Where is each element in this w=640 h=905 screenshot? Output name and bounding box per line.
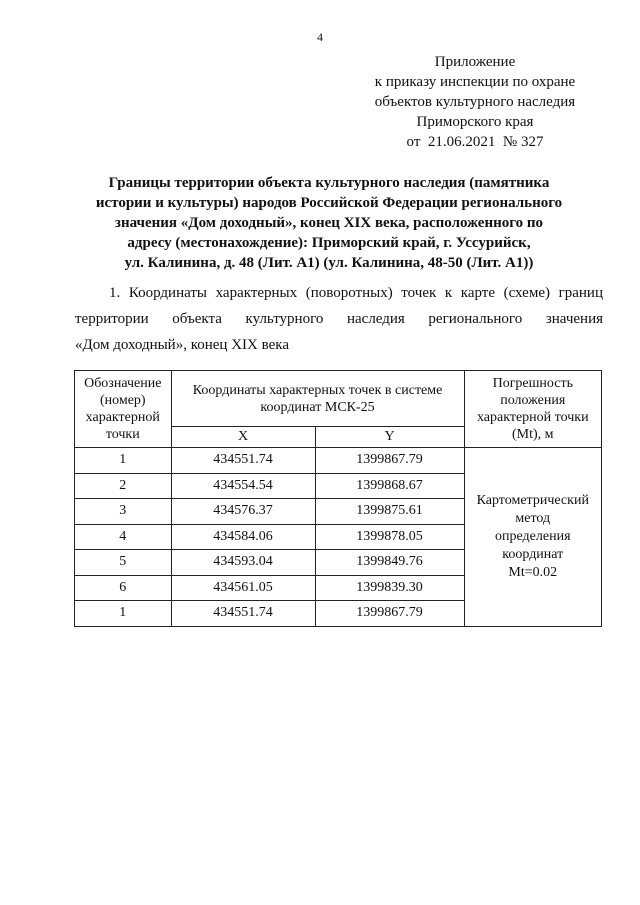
cell-point: 2 (75, 473, 172, 499)
title-line: Границы территории объекта культурного наследия (памятника (108, 175, 550, 191)
document-title (90, 173, 568, 273)
appendix-order-ref: к приказу инспекции по охране (374, 74, 576, 90)
cell-x: 434584.06 (171, 524, 315, 550)
table-row (75, 448, 602, 474)
header-coordinates: Координаты характерных точек в системе координат МСК-25 (171, 371, 464, 427)
header-y: Y (315, 427, 464, 448)
cell-x: 434551.74 (171, 448, 315, 474)
header-error: Погрешность положения характерной точки (Mt), м (464, 371, 601, 448)
cell-x: 434593.04 (171, 550, 315, 576)
title-line: истории и культуры) народов Российской Федерации регионального (95, 195, 563, 211)
cell-point: 1 (75, 601, 172, 627)
cell-y: 1399849.76 (315, 550, 464, 576)
method-line: координат (502, 546, 564, 562)
appendix-region: Приморского края (416, 114, 534, 130)
intro-line: территории объекта культурного наследия регионального значения (75, 311, 603, 327)
cell-method (464, 448, 601, 627)
appendix-block (340, 52, 610, 152)
cell-x: 434561.05 (171, 575, 315, 601)
cell-y: 1399868.67 (315, 473, 464, 499)
cell-y: 1399878.05 (315, 524, 464, 550)
cell-point: 3 (75, 499, 172, 525)
cell-x: 434554.54 (171, 473, 315, 499)
cell-x: 434576.37 (171, 499, 315, 525)
method-line: Картометрический (476, 492, 589, 508)
title-line: значения «Дом доходный», конец XIX века, расположенного по (114, 215, 544, 231)
method-line: метод (515, 510, 551, 526)
cell-point: 5 (75, 550, 172, 576)
page-number: 4 (317, 30, 323, 44)
cell-x: 434551.74 (171, 601, 315, 627)
coordinates-table (74, 370, 602, 627)
cell-y: 1399839.30 (315, 575, 464, 601)
header-point-number: Обозначение (номер) характерной точки (75, 371, 172, 448)
intro-line: «Дом доходный», конец XIX века (75, 337, 289, 353)
appendix-order-date-number: от 21.06.2021 № 327 (406, 134, 544, 150)
cell-point: 4 (75, 524, 172, 550)
cell-y: 1399867.79 (315, 448, 464, 474)
header-x: X (171, 427, 315, 448)
appendix-label: Приложение (434, 54, 516, 70)
method-accuracy: Mt=0.02 (508, 564, 558, 580)
method-line: определения (495, 528, 571, 544)
title-line: ул. Калинина, д. 48 (Лит. А1) (ул. Калинина, 48-50 (Лит. А1)) (124, 255, 534, 271)
cell-point: 6 (75, 575, 172, 601)
intro-line: 1. Координаты характерных (поворотных) точек к карте (схеме) границ (109, 285, 603, 301)
cell-y: 1399867.79 (315, 601, 464, 627)
intro-paragraph (75, 280, 603, 358)
title-line: адресу (местонахождение): Приморский край, г. Уссурийск, (127, 235, 531, 251)
appendix-order-ref: объектов культурного наследия (374, 94, 576, 110)
cell-point: 1 (75, 448, 172, 474)
cell-y: 1399875.61 (315, 499, 464, 525)
